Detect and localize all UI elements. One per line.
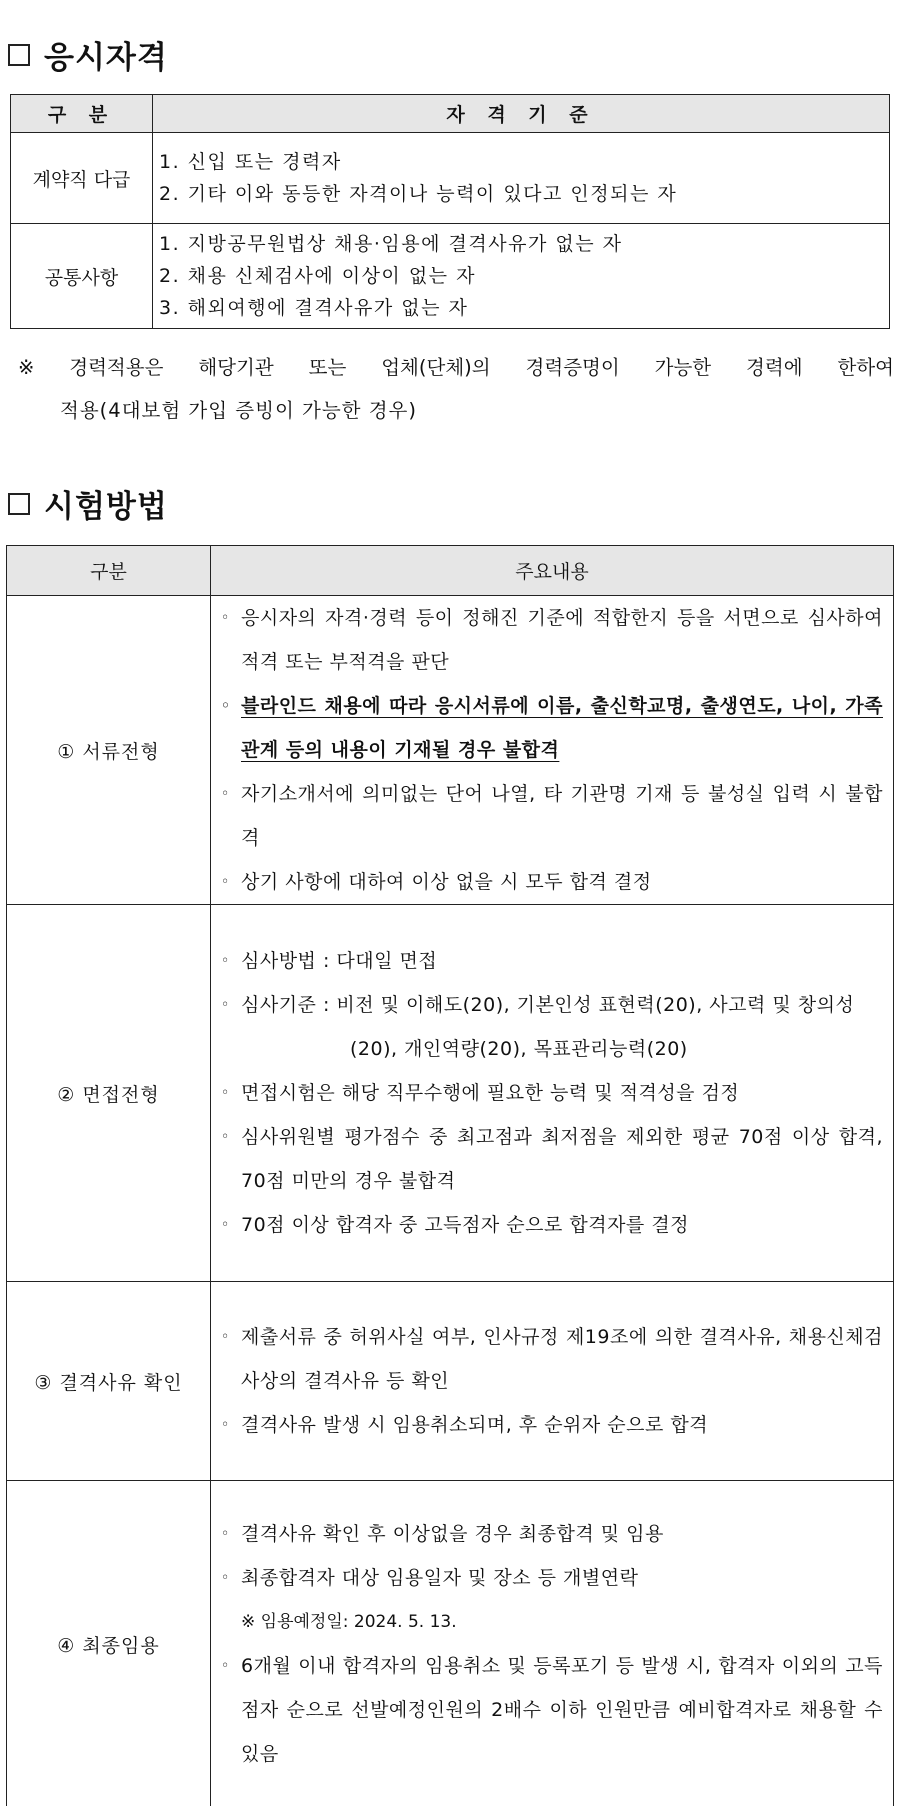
table-row xyxy=(7,905,894,1282)
section-title-eligibility xyxy=(8,32,168,77)
row-label: ④ 최종임용 xyxy=(7,1481,211,1806)
note-word: 경력적용은 xyxy=(69,356,164,379)
column-header: 구분 xyxy=(7,546,211,596)
bullet-icon: ◦ xyxy=(221,1217,230,1233)
bullet-icon: ◦ xyxy=(221,1658,230,1674)
note-word: 경력에 xyxy=(746,356,803,379)
table-row xyxy=(7,1481,894,1806)
row-content xyxy=(153,224,890,329)
row-label: ③ 결격사유 확인 xyxy=(7,1282,211,1481)
list-item: 1. 신입 또는 경력자 xyxy=(159,151,342,173)
eligibility-table xyxy=(10,94,890,329)
list-item: 2. 채용 신체검사에 이상이 없는 자 xyxy=(159,265,476,287)
list-item: ◦ 최종합격자 대상 임용일자 및 장소 등 개별연락 xyxy=(219,1556,883,1600)
list-item: ◦ 블라인드 채용에 따라 응시서류에 이름, 출신학교명, 출생연도, 나이, 가족관계 등의 내용이 기재될 경우 불합격 xyxy=(219,684,883,772)
list-item: ◦ 면접시험은 해당 직무수행에 필요한 능력 및 적격성을 검정 xyxy=(219,1071,883,1115)
row-label: ② 면접전형 xyxy=(7,905,211,1282)
list-item: 1. 지방공무원법상 채용·임용에 결격사유가 없는 자 xyxy=(159,233,623,255)
list-item: ◦ 결격사유 발생 시 임용취소되며, 후 순위자 순으로 합격 xyxy=(219,1403,883,1447)
bullet-icon: ◦ xyxy=(221,1329,230,1345)
list-item: ◦ 6개월 이내 합격자의 임용취소 및 등록포기 등 발생 시, 합격자 이외의 고득점자 순으로 선발예정인원의 2배수 이하 인원만큼 예비합격자로 채용할 수 있음 xyxy=(219,1644,883,1776)
note-word: 업체(단체)의 xyxy=(381,356,491,379)
list-item: ◦ 심사기준 : 비전 및 이해도(20), 기본인성 표현력(20), 사고력 및 창의성 (20), 개인역량(20), 목표관리능력(20) xyxy=(219,983,883,1071)
list-item: ◦ 자기소개서에 의미없는 단어 나열, 타 기관명 기재 등 불성실 입력 시 불합격 xyxy=(219,772,883,860)
row-content xyxy=(211,1282,894,1481)
appointment-date-note: ※ 임용예정일: 2024. 5. 13. xyxy=(241,1612,457,1632)
row-content xyxy=(211,905,894,1282)
list-item: ◦ 응시자의 자격·경력 등이 정해진 기준에 적합한지 등을 서면으로 심사하여 적격 또는 부적격을 판단 xyxy=(219,596,883,684)
list-item: ◦ 심사방법 : 다대일 면접 xyxy=(219,939,883,983)
list-item: ◦ 70점 이상 합격자 중 고득점자 순으로 합격자를 결정 xyxy=(219,1203,883,1247)
section-title-exam-method xyxy=(8,481,168,526)
bullet-icon: ◦ xyxy=(221,997,230,1013)
checkbox-square-icon xyxy=(8,493,30,515)
note-word: 한하여 xyxy=(837,356,894,379)
row-content xyxy=(153,133,890,224)
bullet-icon: ◦ xyxy=(221,786,230,802)
list-item: 2. 기타 이와 동등한 자격이나 능력이 있다고 인정되는 자 xyxy=(159,183,678,205)
bullet-icon: ◦ xyxy=(221,1417,230,1433)
bullet-icon: ◦ xyxy=(221,1570,230,1586)
bullet-icon: ◦ xyxy=(221,1526,230,1542)
row-label: 공통사항 xyxy=(11,224,153,329)
checkbox-square-icon xyxy=(8,44,30,66)
bullet-icon: ◦ xyxy=(221,953,230,969)
bullet-icon: ◦ xyxy=(221,698,231,714)
note-word: 또는 xyxy=(308,356,347,379)
table-row xyxy=(7,1282,894,1481)
exam-method-table xyxy=(6,545,894,1806)
note-mark: ※ xyxy=(18,356,35,379)
bullet-icon: ◦ xyxy=(221,610,230,626)
bullet-icon: ◦ xyxy=(221,1085,230,1101)
row-content xyxy=(211,596,894,905)
note-line-1 xyxy=(18,346,894,389)
note-word: 가능한 xyxy=(654,356,712,379)
list-item: ◦ 제출서류 중 허위사실 여부, 인사규정 제19조에 의한 결격사유, 채용신체검사상의 결격사유 등 확인 xyxy=(219,1315,883,1403)
list-item: ◦ 결격사유 확인 후 이상없을 경우 최종합격 및 임용 xyxy=(219,1512,883,1556)
table-row xyxy=(7,596,894,905)
section-title-text: 응시자격 xyxy=(44,40,168,76)
bullet-icon: ◦ xyxy=(221,874,230,890)
column-header: 주요내용 xyxy=(211,546,894,596)
row-label: 계약직 다급 xyxy=(11,133,153,224)
list-item: ◦ 상기 사항에 대하여 이상 없을 시 모두 합격 결정 xyxy=(219,860,883,904)
table-row xyxy=(11,133,890,224)
row-label: ① 서류전형 xyxy=(7,596,211,905)
column-header: 구 분 xyxy=(11,95,153,133)
table-row xyxy=(11,224,890,329)
bullet-icon: ◦ xyxy=(221,1129,230,1145)
note-word: 경력증명이 xyxy=(525,356,620,379)
career-note xyxy=(18,346,894,432)
list-item: ◦ 심사위원별 평가점수 중 최고점과 최저점을 제외한 평균 70점 이상 합격, 70점 미만의 경우 불합격 xyxy=(219,1115,883,1203)
note-line-2: 적용(4대보험 가입 증빙이 가능한 경우) xyxy=(60,399,417,422)
column-header: 자 격 기 준 xyxy=(153,95,890,133)
row-content xyxy=(211,1481,894,1806)
list-item: 3. 해외여행에 결격사유가 없는 자 xyxy=(159,297,469,319)
section-title-text: 시험방법 xyxy=(44,489,168,525)
note-word: 해당기관 xyxy=(198,356,274,379)
